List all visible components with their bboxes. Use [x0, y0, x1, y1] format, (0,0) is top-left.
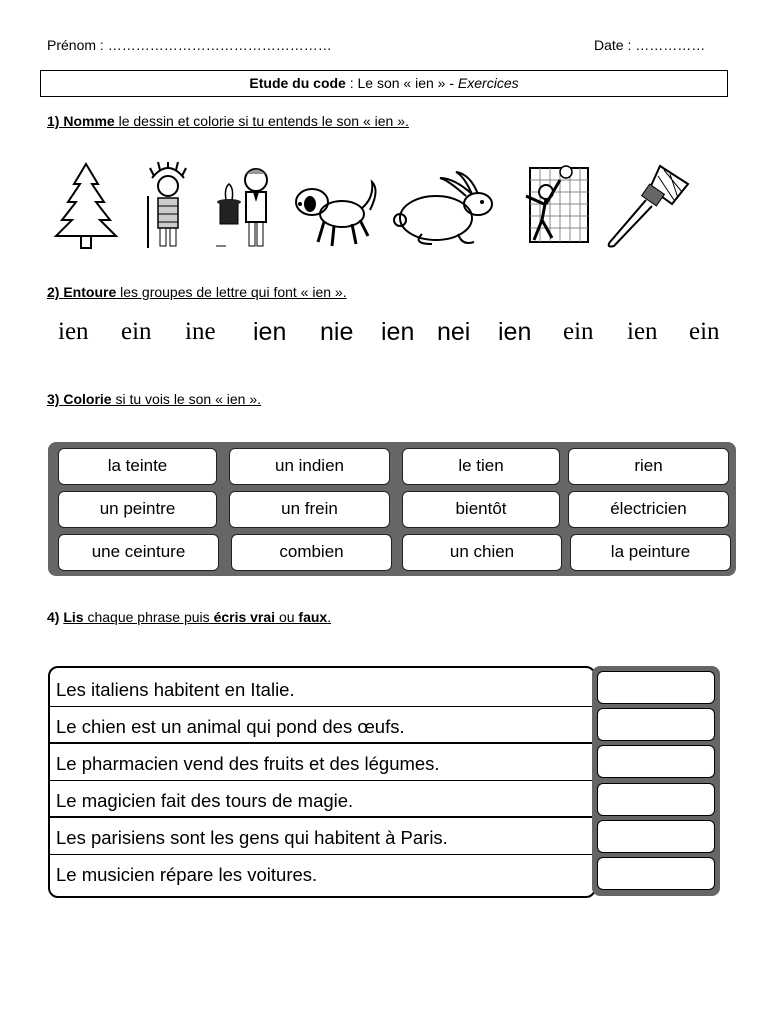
letter-group[interactable]: nie: [320, 318, 354, 346]
letter-group[interactable]: nei: [437, 318, 471, 346]
word-cell[interactable]: bientôt: [402, 491, 560, 528]
dog-icon[interactable]: [290, 162, 380, 250]
title-bold: Etude du code: [249, 75, 346, 91]
letter-group[interactable]: ien: [253, 318, 287, 346]
question-2: 2) Entoure les groupes de lettre qui font « ien ».: [47, 284, 347, 300]
pictures-row: [40, 162, 730, 252]
answer-box[interactable]: [597, 783, 715, 816]
paintbrush-icon[interactable]: [602, 162, 692, 250]
sentence-row: Le pharmacien vend des fruits et des légumes.: [50, 744, 594, 781]
prenom-field[interactable]: Prénom : …………………………………………: [47, 37, 332, 53]
word-cell[interactable]: une ceinture: [58, 534, 219, 571]
sentence-row: Les italiens habitent en Italie.: [50, 670, 594, 707]
question-3: 3) Colorie si tu vois le son « ien ».: [47, 391, 261, 407]
word-cell[interactable]: la peinture: [570, 534, 731, 571]
letter-group[interactable]: ien: [381, 318, 415, 346]
letter-group[interactable]: ien: [498, 318, 532, 346]
answer-column: [592, 666, 720, 896]
answer-box[interactable]: [597, 745, 715, 778]
word-cell[interactable]: combien: [231, 534, 392, 571]
word-cell[interactable]: rien: [568, 448, 729, 485]
answer-box[interactable]: [597, 820, 715, 853]
rabbit-icon[interactable]: [392, 162, 502, 250]
word-cell[interactable]: un chien: [402, 534, 562, 571]
title-rest: : Le son « ien » -: [345, 75, 458, 91]
word-grid: [48, 442, 736, 576]
goalkeeper-icon[interactable]: [512, 162, 592, 250]
answer-box[interactable]: [597, 708, 715, 741]
worksheet-title: [40, 70, 728, 97]
word-cell[interactable]: un peintre: [58, 491, 217, 528]
indian-icon[interactable]: [138, 162, 198, 250]
word-cell[interactable]: électricien: [568, 491, 729, 528]
answer-box[interactable]: [597, 671, 715, 704]
word-cell[interactable]: un indien: [229, 448, 390, 485]
sentence-row: Les parisiens sont les gens qui habitent à Paris.: [50, 818, 594, 855]
sentence-row: Le chien est un animal qui pond des œufs.: [50, 707, 594, 744]
date-field[interactable]: Date : ……………: [594, 37, 706, 53]
word-cell[interactable]: un frein: [229, 491, 390, 528]
letter-group[interactable]: ein: [121, 318, 152, 345]
sentence-row: Le magicien fait des tours de magie.: [50, 781, 594, 818]
answer-box[interactable]: [597, 857, 715, 890]
word-cell[interactable]: la teinte: [58, 448, 217, 485]
sentence-table: [48, 666, 596, 898]
letter-group[interactable]: ein: [689, 318, 720, 345]
letter-group[interactable]: ien: [58, 318, 89, 345]
title-italic: Exercices: [457, 75, 519, 91]
question-4: 4) Lis chaque phrase puis écris vrai ou faux.: [47, 609, 332, 625]
letter-group[interactable]: ine: [185, 318, 216, 345]
sentence-row: Le musicien répare les voitures.: [56, 864, 318, 885]
magician-icon[interactable]: [212, 162, 282, 250]
question-1: 1) Nomme le dessin et colorie si tu entends le son « ien ».: [47, 113, 409, 129]
tree-icon[interactable]: [46, 162, 126, 250]
letter-groups: [56, 318, 736, 358]
word-cell[interactable]: le tien: [402, 448, 560, 485]
letter-group[interactable]: ien: [627, 318, 658, 345]
letter-group[interactable]: ein: [563, 318, 594, 345]
